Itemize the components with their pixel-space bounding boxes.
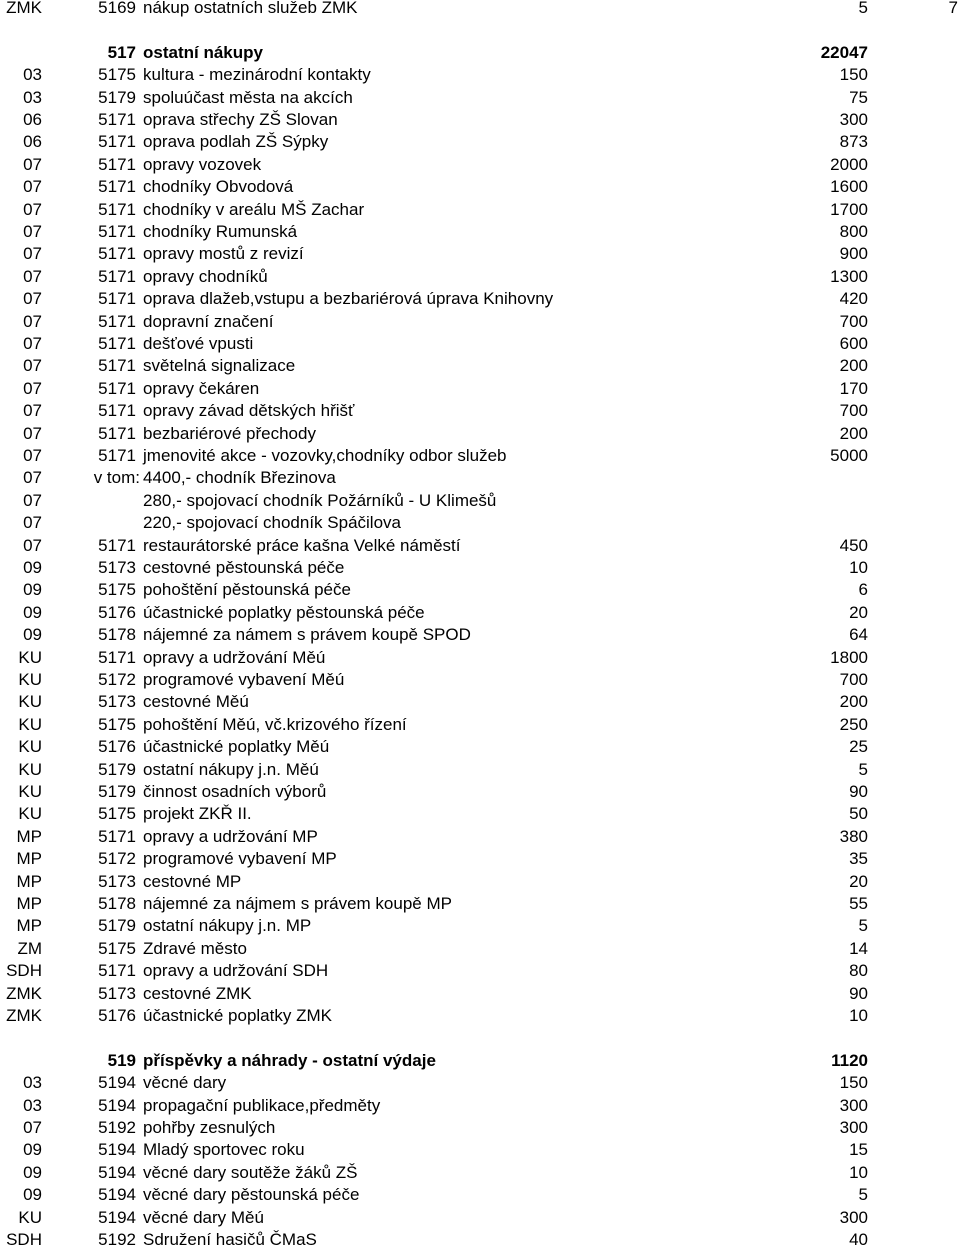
item-amount: 200 (839, 356, 868, 376)
department-code: SDH (6, 1230, 42, 1249)
item-amount: 6 (858, 580, 868, 600)
item-amount: 873 (839, 132, 868, 152)
item-amount: 1600 (830, 177, 868, 197)
item-amount: 900 (839, 244, 868, 264)
item-number: 5192 (98, 1118, 136, 1137)
item-description: chodníky Obvodová (143, 177, 294, 197)
item-number: 5171 (98, 334, 136, 353)
table-row (0, 243, 960, 265)
item-description: nákup ostatních služeb ZMK (143, 0, 358, 17)
table-row (0, 467, 960, 489)
table-row (0, 960, 960, 982)
item-amount: 25 (849, 737, 868, 757)
item-number: 5194 (98, 1140, 136, 1160)
department-code: ZMK (6, 0, 42, 17)
item-number: 5171 (98, 289, 136, 309)
department-code: KU (18, 1207, 42, 1227)
table-row (0, 1139, 960, 1161)
table-row (0, 1005, 960, 1027)
item-amount: 700 (839, 401, 868, 421)
table-row (0, 423, 960, 445)
item-amount: 14 (849, 938, 868, 958)
item-description: cestovné Měú (143, 692, 249, 712)
item-number: 5175 (98, 804, 136, 824)
item-amount: 80 (849, 961, 868, 981)
table-row (0, 378, 960, 400)
item-description: pohoštění Měú, vč.krizového řízení (143, 714, 407, 734)
item-number: 5172 (98, 849, 136, 869)
department-code: MP (16, 849, 42, 869)
item-amount: 5 (858, 916, 868, 936)
department-code: ZMK (6, 983, 42, 1003)
department-code: 07 (23, 1118, 42, 1137)
table-row (0, 311, 960, 333)
department-code: 09 (23, 580, 42, 600)
item-description: opravy a udržování MP (143, 826, 318, 846)
department-code: KU (18, 692, 42, 712)
table-row (0, 266, 960, 288)
table-row (0, 288, 960, 310)
item-amount: 150 (839, 65, 868, 85)
item-description: projekt ZKŘ II. (143, 804, 252, 824)
item-number: 5171 (98, 132, 136, 152)
item-description: programové vybavení MP (143, 849, 337, 869)
item-amount: 300 (839, 1095, 868, 1115)
section-header-row (0, 42, 960, 64)
item-amount: 1300 (830, 266, 868, 286)
item-number: 5171 (98, 311, 136, 331)
item-description: chodníky Rumunská (143, 222, 298, 241)
table-row (0, 803, 960, 825)
table-row (0, 602, 960, 624)
department-code: 03 (23, 1073, 42, 1093)
department-code: 09 (23, 1140, 42, 1160)
item-number: 5171 (98, 961, 136, 981)
table-row (0, 0, 960, 19)
item-description: cestovné pěstounská péče (143, 558, 345, 577)
table-row (0, 490, 960, 512)
table-row (0, 87, 960, 109)
extra-value: 7 (948, 0, 958, 17)
item-number: 5175 (98, 714, 136, 734)
item-number: 5194 (98, 1185, 136, 1205)
item-number: 5175 (98, 580, 136, 600)
item-description: věcné dary pěstounská péče (143, 1185, 360, 1205)
table-row (0, 176, 960, 198)
item-description: oprava dlažeb,vstupu a bezbariérová úprava Knihovny (143, 289, 554, 309)
department-code: KU (18, 647, 42, 667)
department-code: 06 (23, 132, 42, 152)
item-number: 5171 (98, 199, 136, 219)
table-row (0, 579, 960, 601)
item-number: 5179 (98, 87, 136, 107)
item-number: 5171 (98, 378, 136, 398)
item-amount: 40 (849, 1230, 868, 1249)
item-number: v tom: (93, 468, 140, 488)
item-number: 5171 (98, 826, 136, 846)
department-code: 03 (23, 65, 42, 85)
table-row (0, 893, 960, 915)
department-code: 07 (23, 423, 42, 443)
item-description: 220,- spojovací chodník Spáčilova (143, 513, 401, 533)
table-row (0, 154, 960, 176)
item-number: 5175 (98, 938, 136, 958)
item-description: účastnické poplatky Měú (143, 737, 330, 757)
item-description: opravy čekáren (143, 378, 260, 398)
item-number: 5171 (98, 535, 136, 555)
item-amount: 420 (839, 289, 868, 309)
table-row (0, 691, 960, 713)
item-number: 5171 (98, 110, 136, 129)
department-code: MP (16, 916, 42, 936)
table-row (0, 1117, 960, 1139)
item-amount: 5000 (830, 446, 868, 465)
item-number: 5176 (98, 1006, 136, 1025)
item-amount: 5 (858, 1185, 868, 1205)
item-number: 5169 (98, 0, 136, 17)
department-code: 09 (23, 1162, 42, 1182)
item-description: účastnické poplatky ZMK (143, 1006, 332, 1025)
table-row (0, 938, 960, 960)
item-amount: 300 (839, 1118, 868, 1137)
item-description: dopravní značení (143, 311, 274, 331)
item-amount: 2000 (830, 154, 868, 174)
department-code: 07 (23, 266, 42, 286)
department-code: 07 (23, 222, 42, 241)
department-code: 07 (23, 244, 42, 264)
item-number: 5173 (98, 692, 136, 712)
department-code: MP (16, 826, 42, 846)
item-description: cestovné MP (143, 871, 242, 891)
item-description: příspěvky a náhrady - ostatní výdaje (143, 1050, 436, 1070)
item-amount: 22047 (820, 42, 868, 62)
item-number: 5178 (98, 894, 136, 913)
item-description: chodníky v areálu MŠ Zachar (143, 199, 365, 219)
department-code: 07 (23, 334, 42, 353)
table-row (0, 915, 960, 937)
item-amount: 1120 (831, 1050, 868, 1070)
item-number: 5171 (98, 647, 136, 667)
item-amount: 90 (849, 983, 868, 1003)
table-row (0, 848, 960, 870)
department-code: KU (18, 759, 42, 779)
item-description: oprava střechy ZŠ Slovan (143, 110, 338, 129)
item-description: nájemné za námem s právem koupě SPOD (143, 625, 471, 645)
department-code: KU (18, 737, 42, 757)
department-code: 07 (23, 154, 42, 174)
item-description: Mladý sportovec roku (143, 1140, 305, 1160)
item-number: 5194 (98, 1207, 136, 1227)
item-amount: 10 (849, 558, 868, 577)
item-amount: 10 (849, 1006, 868, 1025)
item-description: opravy mostů z revizí (143, 244, 304, 264)
department-code: KU (18, 804, 42, 824)
item-amount: 150 (839, 1073, 868, 1093)
item-description: ostatní nákupy (143, 42, 263, 62)
item-amount: 170 (839, 378, 868, 398)
item-amount: 20 (849, 602, 868, 622)
item-number: 5179 (98, 916, 136, 936)
department-code: 07 (23, 468, 42, 488)
department-code: 07 (23, 446, 42, 465)
table-row (0, 714, 960, 736)
item-number: 5175 (98, 65, 136, 85)
item-number: 5171 (98, 177, 136, 197)
table-row (0, 1072, 960, 1094)
item-amount: 600 (839, 334, 868, 353)
department-code: 03 (23, 87, 42, 107)
item-description: programové vybavení Měú (143, 670, 345, 689)
item-description: věcné dary Měú (143, 1207, 264, 1227)
department-code: 09 (23, 1185, 42, 1205)
item-description: světelná signalizace (143, 356, 296, 376)
item-number: 5179 (98, 782, 136, 801)
item-description: opravy a udržování Měú (143, 647, 326, 667)
table-row (0, 669, 960, 691)
item-description: opravy a udržování SDH (143, 961, 329, 981)
table-row (0, 736, 960, 758)
item-amount: 50 (849, 804, 868, 824)
department-code: 06 (23, 110, 42, 129)
item-amount: 250 (839, 714, 868, 734)
item-number: 5179 (98, 759, 136, 779)
item-number: 5192 (98, 1230, 136, 1249)
department-code: KU (18, 782, 42, 801)
item-number: 5194 (98, 1095, 136, 1115)
item-amount: 90 (849, 782, 868, 801)
item-amount: 800 (839, 222, 868, 241)
table-row (0, 333, 960, 355)
item-description: 4400,- chodník Březinova (143, 468, 336, 488)
item-amount: 75 (849, 87, 868, 107)
item-description: opravy chodníků (143, 266, 268, 286)
table-row (0, 1229, 960, 1251)
item-number: 5173 (98, 558, 136, 577)
department-code: 07 (23, 490, 42, 510)
department-code: 07 (23, 535, 42, 555)
item-description: dešťové vpusti (143, 334, 254, 353)
item-number: 5171 (98, 446, 136, 465)
table-row (0, 109, 960, 131)
table-row (0, 759, 960, 781)
item-description: opravy vozovek (143, 154, 262, 174)
department-code: ZMK (6, 1006, 42, 1025)
item-description: ostatní nákupy j.n. MP (143, 916, 312, 936)
item-description: oprava podlah ZŠ Sýpky (143, 132, 329, 152)
department-code: 07 (23, 513, 42, 533)
table-row (0, 1162, 960, 1184)
item-description: věcné dary soutěže žáků ZŠ (143, 1162, 358, 1182)
department-code: 09 (23, 602, 42, 622)
item-amount: 64 (849, 625, 868, 645)
item-description: restaurátorské práce kašna Velké náměstí (143, 535, 461, 555)
table-row (0, 199, 960, 221)
item-description: pohřby zesnulých (143, 1118, 276, 1137)
department-code: 07 (23, 401, 42, 421)
table-row (0, 871, 960, 893)
table-row (0, 781, 960, 803)
item-description: nájemné za nájmem s právem koupě MP (143, 894, 452, 913)
table-row (0, 131, 960, 153)
item-amount: 700 (839, 670, 868, 689)
item-number: 5172 (98, 670, 136, 689)
item-description: věcné dary (143, 1073, 227, 1093)
department-code: KU (18, 670, 42, 689)
item-number: 5171 (98, 244, 136, 264)
item-amount: 35 (849, 849, 868, 869)
table-row (0, 1095, 960, 1117)
table-row (0, 445, 960, 467)
table-row (0, 647, 960, 669)
item-description: účastnické poplatky pěstounská péče (143, 602, 425, 622)
department-code: 07 (23, 311, 42, 331)
department-code: 07 (23, 378, 42, 398)
item-amount: 20 (849, 871, 868, 891)
item-number: 5171 (98, 222, 136, 241)
item-number: 517 (107, 42, 136, 62)
department-code: 07 (23, 289, 42, 309)
item-number: 5171 (98, 266, 136, 286)
item-amount: 10 (849, 1162, 868, 1182)
item-amount: 1800 (830, 647, 868, 667)
item-description: Sdružení hasičů ČMaS (143, 1230, 317, 1249)
item-description: Zdravé město (143, 938, 247, 958)
department-code: MP (16, 871, 42, 891)
table-row (0, 624, 960, 646)
table-row (0, 400, 960, 422)
item-number: 5194 (98, 1073, 136, 1093)
item-description: jmenovité akce - vozovky,chodníky odbor služeb (143, 446, 507, 465)
item-number: 519 (107, 1050, 136, 1070)
item-amount: 450 (839, 535, 868, 555)
item-amount: 5 (858, 759, 868, 779)
department-code: 07 (23, 199, 42, 219)
item-amount: 380 (839, 826, 868, 846)
item-amount: 300 (839, 1207, 868, 1227)
item-amount: 700 (839, 311, 868, 331)
item-description: bezbariérové přechody (143, 423, 316, 443)
item-number: 5171 (98, 154, 136, 174)
department-code: 07 (23, 356, 42, 376)
item-description: 280,- spojovací chodník Požárníků - U Klimešů (143, 490, 497, 510)
department-code: 03 (23, 1095, 42, 1115)
item-description: ostatní nákupy j.n. Měú (143, 759, 319, 779)
table-row (0, 983, 960, 1005)
table-row (0, 1184, 960, 1206)
table-row (0, 1207, 960, 1229)
section-header-row (0, 1050, 960, 1072)
department-code: KU (18, 714, 42, 734)
item-description: spoluúčast města na akcích (143, 87, 353, 107)
item-amount: 5 (858, 0, 868, 17)
table-row (0, 512, 960, 534)
item-number: 5176 (98, 737, 136, 757)
item-number: 5173 (98, 983, 136, 1003)
item-description: opravy závad dětských hřišť (143, 401, 355, 421)
item-amount: 1700 (830, 199, 868, 219)
item-number: 5171 (98, 356, 136, 376)
item-amount: 300 (839, 110, 868, 129)
item-description: propagační publikace,předměty (143, 1095, 381, 1115)
table-row (0, 221, 960, 243)
item-description: cestovné ZMK (143, 983, 252, 1003)
department-code: ZM (17, 938, 42, 958)
item-description: pohoštění pěstounská péče (143, 580, 351, 600)
item-description: činnost osadních výborů (143, 782, 327, 801)
table-row (0, 355, 960, 377)
table-row (0, 557, 960, 579)
table-row (0, 64, 960, 86)
item-amount: 200 (839, 423, 868, 443)
item-number: 5171 (98, 401, 136, 421)
department-code: 09 (23, 625, 42, 645)
department-code: 07 (23, 177, 42, 197)
item-number: 5176 (98, 602, 136, 622)
department-code: 09 (23, 558, 42, 577)
table-row (0, 826, 960, 848)
table-row (0, 535, 960, 557)
item-description: kultura - mezinárodní kontakty (143, 65, 371, 85)
item-number: 5171 (98, 423, 136, 443)
item-number: 5194 (98, 1162, 136, 1182)
item-amount: 55 (849, 894, 868, 913)
item-number: 5178 (98, 625, 136, 645)
item-amount: 15 (849, 1140, 868, 1160)
item-number: 5173 (98, 871, 136, 891)
department-code: SDH (6, 961, 42, 981)
department-code: MP (16, 894, 42, 913)
item-amount: 200 (839, 692, 868, 712)
